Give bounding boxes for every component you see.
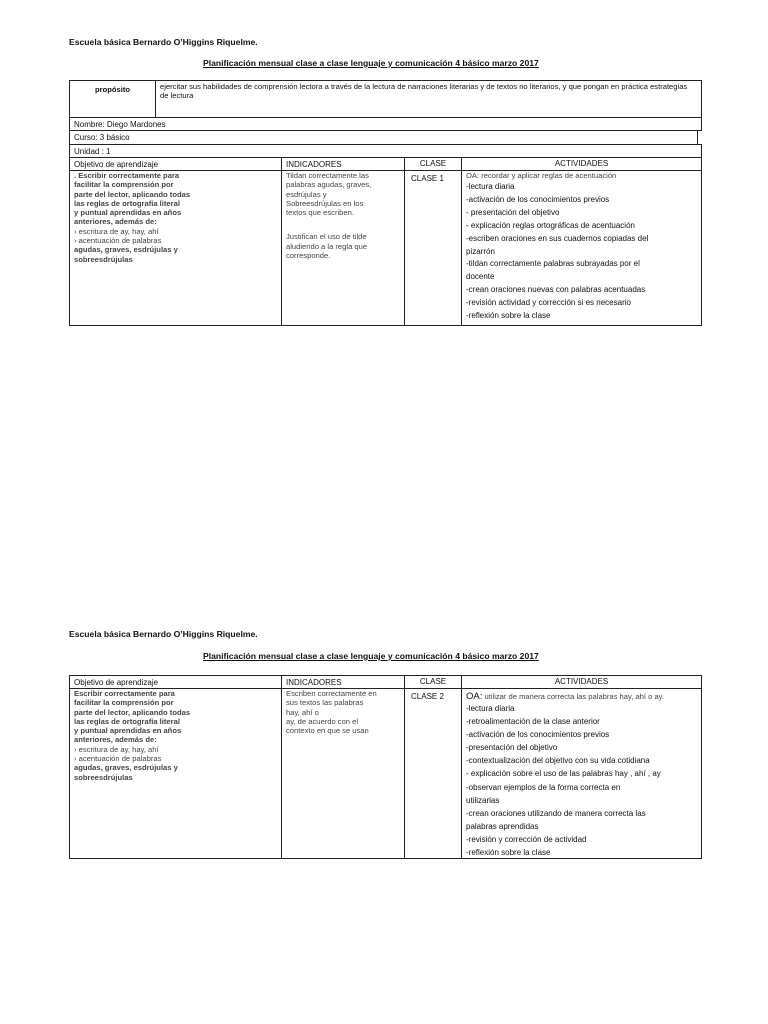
- actividad-item: -activación de los conocimientos previos: [466, 194, 610, 204]
- oa-text: OA: recordar y aplicar reglas de acentuación: [466, 171, 617, 180]
- nombre-row: [69, 117, 702, 131]
- actividades-cell: [461, 170, 702, 326]
- clase-label-2: CLASE 2: [411, 692, 444, 701]
- actividad-item: -revisión actividad y corrección si es necesario: [466, 298, 631, 308]
- objetivo-line: sobreesdrújulas: [74, 254, 133, 264]
- curso-text: Curso: 3 básico: [74, 133, 130, 142]
- oa-text-2: utilizar de manera correcta las palabras hay, ahí o ay.: [482, 692, 665, 701]
- actividad-item: -crean oraciones nuevas con palabras acentuadas: [466, 285, 646, 295]
- header-indicadores-2: [281, 675, 405, 689]
- objetivo-line: › acentuación de palabras: [74, 754, 162, 764]
- unidad-row: [69, 144, 702, 158]
- indicador-line: Escriben correctamente en: [286, 689, 377, 698]
- actividad-item: -contextualización del objetivo con su vida cotidiana: [466, 756, 650, 766]
- indicador-gap: [286, 217, 400, 232]
- objetivo-cell: [69, 170, 282, 326]
- indicador-line: esdrújulas y: [286, 189, 327, 199]
- clase-cell: [404, 170, 462, 326]
- indicador-line: textos que escriben.: [286, 208, 354, 218]
- indicador-line: aludiendo a la regla que: [286, 241, 368, 251]
- actividad-item: palabras aprendidas: [466, 821, 539, 831]
- indicador-line: hay, ahí o: [286, 707, 319, 717]
- actividad-item: docente: [466, 272, 495, 282]
- oa-line-2: [466, 689, 697, 702]
- header-clase-label: CLASE: [419, 159, 447, 168]
- header-actividades: [461, 157, 702, 171]
- actividad-item: -escriben oraciones en sus cuadernos copiadas del: [466, 233, 649, 243]
- header-clase-2: [404, 675, 462, 689]
- actividad-item: -reflexión sobre la clase: [466, 311, 551, 321]
- actividad-item: - presentación del objetivo: [466, 207, 560, 217]
- actividad-item: -crean oraciones utilizando de manera correcta las: [466, 808, 646, 818]
- actividad-item: utilizarlas: [466, 795, 500, 805]
- objetivo-line: Escribir correctamente para: [74, 689, 175, 698]
- actividad-item: -observan ejemplos de la forma correcta en: [466, 782, 621, 792]
- indicador-line: corresponde.: [286, 251, 331, 261]
- header-indicadores-label: INDICADORES: [286, 160, 342, 169]
- indicador-line: Sobreesdrújulas en los: [286, 198, 364, 208]
- indicador-line: ay, de acuerdo con el: [286, 716, 359, 726]
- proposito-text: ejercitar sus habilidades de comprensión lectora a través de la lectura de narraciones literarias y de textos no literarios, y que pongan en práctica estrategias de lectura: [160, 82, 688, 100]
- nombre-text: Nombre: Diego Mardones: [74, 120, 166, 129]
- actividad-item: -retroalimentación de la clase anterior: [466, 717, 600, 727]
- oa-label: OA:: [466, 691, 483, 702]
- header-objetivo-2: [69, 675, 282, 689]
- header-actividades-label: ACTIVIDADES: [554, 159, 609, 168]
- header-actividades-label-2: ACTIVIDADES: [554, 677, 609, 686]
- indicadores-text-2: [282, 689, 404, 736]
- header-objetivo-label-2: Objetivo de aprendizaje: [74, 678, 159, 687]
- objetivo-line: las reglas de ortografía literal: [74, 716, 180, 726]
- objetivo-line: parte del lector, aplicando todas: [74, 707, 191, 717]
- objetivo-line: . Escribir correctamente para: [74, 171, 180, 180]
- header-clase: [404, 157, 462, 171]
- actividad-item: pizarrón: [466, 246, 495, 256]
- objetivo-line: › escritura de ay, hay, ahí: [74, 226, 159, 236]
- proposito-label-cell: [69, 80, 156, 118]
- school-name: Escuela básica Bernardo O’Higgins Riquelme.: [69, 37, 258, 47]
- actividad-item: -reflexión sobre la clase: [466, 848, 551, 858]
- clase-cell-2: [404, 688, 462, 859]
- indicadores-cell: [281, 170, 405, 326]
- objetivo-cell-2: [69, 688, 282, 859]
- actividad-item: - explicación reglas ortográficas de acentuación: [466, 220, 635, 230]
- indicador-line: contexto en que se usan: [286, 726, 369, 736]
- objetivo-line: anteriores, además de:: [74, 735, 157, 745]
- actividad-item: -tildan correctamente palabras subrayadas por el: [466, 259, 640, 269]
- objetivo-line: agudas, graves, esdrújulas y: [74, 245, 178, 255]
- clase-label: CLASE 1: [411, 174, 444, 183]
- plan-title-2: Planificación mensual clase a clase lenguaje y comunicación 4 básico marzo 2017: [203, 651, 539, 661]
- objetivo-text-2: [70, 689, 281, 783]
- objetivo-line: anteriores, además de:: [74, 217, 157, 227]
- indicador-line: palabras agudas, graves,: [286, 180, 372, 190]
- indicadores-cell-2: [281, 688, 405, 859]
- objetivo-line: las reglas de ortografía literal: [74, 198, 180, 208]
- header-objetivo-label: Objetivo de aprendizaje: [74, 160, 159, 169]
- actividad-item: -presentación del objetivo: [466, 743, 558, 753]
- header-clase-label-2: CLASE: [419, 677, 447, 686]
- header-actividades-2: [461, 675, 702, 689]
- header-objetivo: [69, 157, 282, 171]
- objetivo-line: agudas, graves, esdrújulas y: [74, 763, 178, 773]
- header-indicadores: [281, 157, 405, 171]
- plan-title: Planificación mensual clase a clase lenguaje y comunicación 4 básico marzo 2017: [203, 58, 539, 68]
- indicador-line: Justifican el uso de tilde: [286, 232, 367, 242]
- proposito-text-cell: [155, 80, 702, 118]
- objetivo-line: › acentuación de palabras: [74, 236, 162, 246]
- objetivo-line: y puntual aprendidas en años: [74, 208, 182, 218]
- actividad-item: -activación de los conocimientos previos: [466, 730, 610, 740]
- objetivo-line: parte del lector, aplicando todas: [74, 189, 191, 199]
- indicador-line: Tildan correctamente las: [286, 171, 369, 180]
- indicador-line: sus textos las palabras: [286, 698, 364, 708]
- actividad-item: -lectura diaria: [466, 704, 515, 713]
- objetivo-line: y puntual aprendidas en años: [74, 726, 182, 736]
- proposito-label: propósito: [94, 85, 130, 94]
- objetivo-line: facilitar la comprensión por: [74, 180, 174, 190]
- header-indicadores-label-2: INDICADORES: [286, 678, 342, 687]
- objetivo-line: facilitar la comprensión por: [74, 698, 174, 708]
- objetivo-text: [70, 171, 281, 265]
- unidad-text: Unidad : 1: [74, 147, 111, 156]
- actividades-cell-2: [461, 688, 702, 859]
- actividades-list-2: [462, 689, 701, 860]
- actividad-item: -revisión y corrección de actividad: [466, 834, 587, 844]
- actividad-item: - explicación sobre el uso de las palabras hay , ahí , ay: [466, 769, 661, 779]
- actividad-item: -lectura diaria: [466, 182, 515, 191]
- objetivo-line: sobreesdrújulas: [74, 772, 133, 782]
- school-name-2: Escuela básica Bernardo O’Higgins Riquelme.: [69, 629, 258, 639]
- actividades-list: [462, 171, 701, 324]
- curso-row: [69, 130, 698, 145]
- indicadores-text: [282, 171, 404, 261]
- objetivo-line: › escritura de ay, hay, ahí: [74, 744, 159, 754]
